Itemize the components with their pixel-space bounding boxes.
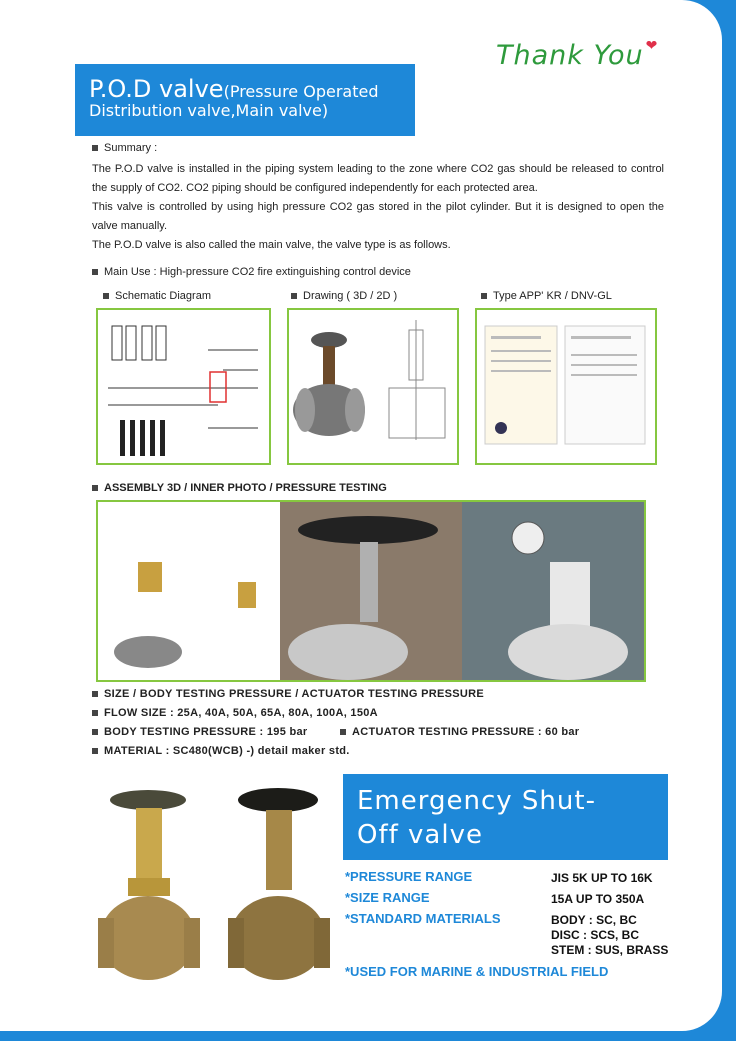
material-disc: DISC : SCS, BC [551, 928, 640, 942]
main-use: Main Use : High-pressure CO2 fire extinguishing control device [92, 266, 411, 278]
certificate-image [477, 310, 655, 463]
summary-line: The P.O.D valve is installed in the piping system leading to the zone where CO2 gas should be released to control the supply of CO2. CO2 piping should be configured independently for each protected area. [92, 163, 664, 194]
size-range-label: *SIZE RANGE [345, 890, 430, 905]
body-testing-line: BODY TESTING PRESSURE : 195 bar [92, 726, 307, 738]
actuator-testing-line: ACTUATOR TESTING PRESSURE : 60 bar [340, 726, 579, 738]
assembly-photos-image [98, 502, 644, 680]
material-body: BODY : SC, BC [551, 913, 637, 927]
size-range-value: 15A UP TO 350A [551, 892, 645, 906]
pressure-range-value: JIS 5K UP TO 16K [551, 871, 653, 885]
thank-you-text: Thank You ❤ [496, 38, 659, 71]
pressure-range-label: *PRESSURE RANGE [345, 869, 473, 884]
standard-materials-label: *STANDARD MATERIALS [345, 911, 501, 926]
assembly-photo-panel [96, 500, 646, 682]
esd-title-line1: Emergency Shut- [357, 786, 596, 816]
type-approval-panel [475, 308, 657, 465]
title-paren: (Pressure Operated [223, 82, 379, 101]
esd-title-box [343, 774, 668, 860]
shutoff-valve-photos [88, 778, 338, 998]
summary-heading: Summary : [92, 142, 157, 154]
usage-field-label: *USED FOR MARINE & INDUSTRIAL FIELD [345, 964, 609, 979]
valve-drawing-image [289, 310, 457, 463]
flow-size-line: FLOW SIZE : 25A, 40A, 50A, 65A, 80A, 100A, 150A [92, 707, 378, 719]
summary-line: The P.O.D valve is also called the main valve, the valve type is as follows. [92, 239, 451, 251]
size-pressure-line: SIZE / BODY TESTING PRESSURE / ACTUATOR TESTING PRESSURE [92, 688, 484, 700]
material-stem: STEM : SUS, BRASS [551, 943, 669, 957]
assembly-heading: ASSEMBLY 3D / INNER PHOTO / PRESSURE TESTING [92, 482, 387, 494]
standard-materials-values [551, 913, 668, 958]
esd-title-line2: Off valve [357, 820, 483, 850]
title-line2: Distribution valve,Main valve) [89, 101, 329, 121]
drawing-panel [287, 308, 459, 465]
heart-icon: ❤ [645, 38, 659, 54]
schematic-diagram-image [98, 310, 269, 463]
schematic-diagram-panel [96, 308, 271, 465]
summary-line: This valve is controlled by using high pressure CO2 gas stored in the pilot cylinder. But it is designed to open the valve manually. [92, 201, 664, 232]
summary-body [92, 160, 664, 255]
material-line: MATERIAL : SC480(WCB) -) detail maker std. [92, 745, 350, 757]
schematic-label: Schematic Diagram [103, 290, 211, 302]
title-main: P.O.D valve [89, 75, 224, 103]
drawing-label: Drawing ( 3D / 2D ) [291, 290, 397, 302]
type-app-label: Type APP' KR / DNV-GL [481, 290, 612, 302]
title-box [75, 64, 415, 136]
